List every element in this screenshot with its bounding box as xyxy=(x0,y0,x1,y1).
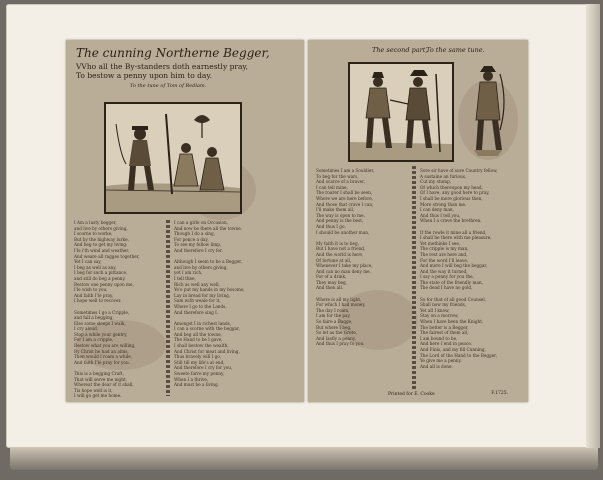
verse-line: Yet methinks I see, xyxy=(420,240,461,246)
verse-line: And thus I pray to you. xyxy=(316,341,365,347)
verse-line: Yet I can say, xyxy=(74,259,102,265)
verse-line: The Lord of the Hand to the Begger, xyxy=(420,352,498,358)
verse-line: For which I had money, xyxy=(316,302,366,308)
woodcut-archer xyxy=(468,62,508,158)
verse-line: Though I do a sing, xyxy=(174,231,215,237)
verse-line: Of which thereupon my head, xyxy=(420,184,483,190)
verse-line: I cry aloud, xyxy=(74,326,99,332)
verse-line: And then all. xyxy=(316,285,344,291)
verse-line: To see my fellow limp, xyxy=(174,242,222,248)
woodcut-soldiers-illustration xyxy=(350,64,452,160)
verse-line: And lastly a penny, xyxy=(316,335,356,341)
verse-line: I can tell mine, xyxy=(316,184,348,190)
verse-line: That will serve me night, xyxy=(74,376,127,382)
verse-line: I Am a lusty begger, xyxy=(74,220,117,225)
verse-line: Bestow one penny upon me, xyxy=(74,281,134,287)
verse-line: So faire a Bagge, xyxy=(316,319,353,325)
verse-line: Lay in bread for my living, xyxy=(174,292,231,298)
verse-line: I shall bestow the wealth, xyxy=(174,343,229,349)
verse-line: I beg as well as any, xyxy=(74,264,117,270)
verse-line: And can no man deny me, xyxy=(316,268,371,274)
verse-line: And faith I'le pray, xyxy=(74,292,114,298)
ornamental-border xyxy=(412,166,416,390)
printer-imprint: Printed for E. Cooke xyxy=(388,392,435,397)
verse-line: Rich as well any well, xyxy=(174,281,220,287)
verse-line: And scarce of a braver, xyxy=(316,179,366,185)
verse-line: I can deny man, xyxy=(420,207,454,213)
verse-line: Of I have, any good here to pray, xyxy=(420,190,490,196)
verse-line: and live by others giving, xyxy=(174,264,228,270)
verse-line: yet I am rich, xyxy=(174,270,203,276)
verse-line: I shall be there with me pleasure, xyxy=(420,235,492,241)
verse-line: And the way it turned, xyxy=(420,268,468,274)
verse-line: When I a thrive, xyxy=(174,376,209,382)
verse-line: I'le wish to you, xyxy=(74,287,108,293)
verse-line: But I have not a friend, xyxy=(316,246,366,252)
verse-line: Sweete farre my penny, xyxy=(174,371,225,377)
verse-line: And more I will beg the beggar, xyxy=(420,263,488,269)
verse-column-2 xyxy=(174,220,270,388)
tune-title: To the same tune. xyxy=(426,46,485,54)
verse-line: For I am a cripple, xyxy=(74,337,114,343)
verse-line: I scorne to worke, xyxy=(74,231,113,237)
verse-line: and fall a begging, xyxy=(74,315,114,321)
ballad-title: The cunning Northerne Begger, xyxy=(76,46,270,60)
verse-line: Shall now my friends, xyxy=(420,302,467,308)
verse-line: And thus I tell you, xyxy=(420,212,461,218)
verse-line: The fairest of them all, xyxy=(420,330,469,336)
subtitle-line: To bestow a penny upon him to day. xyxy=(76,71,213,80)
verse-line: I'le i'th wind and weather, xyxy=(74,247,130,253)
verse-line: Then would I roam a while, xyxy=(74,354,133,360)
verse-line: And Finis, and my fill Cunning, xyxy=(420,347,486,352)
verse-line: and still do beg a penny. xyxy=(74,275,126,281)
verse-line: and live by others giving, xyxy=(74,225,128,231)
verse-line: To beg for the wars, xyxy=(316,173,359,179)
woodcut-archer-illustration xyxy=(468,62,508,158)
verse-line: And must be a living. xyxy=(174,382,219,388)
verse-line: And therefore sing I. xyxy=(174,309,219,315)
verse-line: I hope well to recover. xyxy=(74,298,122,304)
ballad-subtitle xyxy=(76,62,276,80)
verse-line: Sore sir have of sure Cauntry fellow, xyxy=(420,168,498,173)
shelf-mark: F.1725. xyxy=(491,391,508,396)
verse-line: Of fortune at all, xyxy=(316,257,352,263)
verse-line: Whereat the dear of it shall, xyxy=(74,382,134,388)
verse-column-1 xyxy=(316,168,412,347)
verse-line: The better is a Begger, xyxy=(420,324,469,330)
verse-line: Where we are here before, xyxy=(316,195,374,201)
verse-line: Where is all my light, xyxy=(316,296,362,302)
verse-line: The roarer I shall be seen, xyxy=(316,190,373,196)
woodcut-soldiers xyxy=(348,62,454,162)
verse-line: For of a drink, xyxy=(316,274,347,280)
subtitle-line: VVho all the By-standers doth earnestly pray, xyxy=(76,62,249,71)
verse-line: Ye give me a penny. xyxy=(420,358,462,364)
verse-line: I am for the pay, xyxy=(316,313,351,319)
verse-line: This is a begging Craft, xyxy=(74,371,124,377)
verse-line: Sometimes I go a Cripple, xyxy=(74,309,130,315)
verse-column-2 xyxy=(420,168,516,369)
verse-line: The cripple is my man, xyxy=(420,246,469,252)
verse-line: Stop a while your gentry, xyxy=(74,331,128,337)
verse-line: When I have been the Knight, xyxy=(420,319,484,325)
verse-line: I shall be more glorious then, xyxy=(420,195,483,201)
verse-line: Still till my life's at end, xyxy=(174,359,225,365)
verse-line: Amongst I in richest lands, xyxy=(174,320,232,326)
verse-line: And thus I go, xyxy=(316,223,346,229)
woodcut-beggar-illustration xyxy=(106,104,240,212)
verse-line: Although I seem to be a Begger, xyxy=(174,259,243,265)
verse-line: I beg for such a pittance, xyxy=(74,270,128,276)
verse-line: Where I go to the Lands, xyxy=(174,303,227,309)
verse-line: By Christ he had an alms, xyxy=(74,348,129,354)
verse-line: Stay on a morrow, xyxy=(420,313,459,319)
verse-line: I can a girle on Occasion, xyxy=(174,220,229,225)
verse-line: For the word I'll leave, xyxy=(420,257,469,263)
verse-line: Cut my stump, xyxy=(420,179,452,185)
second-part-title: The second part, xyxy=(372,46,428,54)
verse-line: I tell thee, xyxy=(174,275,196,281)
book-spine xyxy=(586,4,600,448)
verse-line: And therefore I cry for. xyxy=(174,247,223,253)
ballad-sheet-left xyxy=(66,40,304,402)
verse-line: I'll make them all, xyxy=(316,207,355,213)
verse-line: The day I roam, xyxy=(316,307,350,313)
verse-line: And Christ for meat and living, xyxy=(174,348,240,354)
verse-line: Yet all I know, xyxy=(420,307,450,313)
verse-line: But by the highway lurke, xyxy=(74,236,129,242)
verse-line: I can a scorne with the beggar, xyxy=(174,326,240,332)
verse-line: Sam with weale for it, xyxy=(174,298,221,304)
verse-line: A sustaine an furious, xyxy=(420,173,467,179)
verse-line: So for that of all good Counsel, xyxy=(420,296,487,302)
tune-note: To the tune of Tom of Bedlam. xyxy=(130,83,207,89)
woodcut-beggar xyxy=(104,102,242,214)
ballad-sheet-right xyxy=(308,40,528,402)
verse-line: So let as the Grete, xyxy=(316,330,358,336)
verse-line: And beg to get my living: xyxy=(74,242,128,248)
verse-line: I say a penny for you the, xyxy=(420,274,474,280)
verse-line: I will go get me home. xyxy=(74,393,122,399)
verse-line: Tis hope well is it, xyxy=(74,387,113,393)
verse-line: Ye'e put my hands in my bosome, xyxy=(174,287,245,293)
verse-line: And here I end in peace. xyxy=(420,341,473,347)
verse-line: And now be there all the towne, xyxy=(174,225,243,231)
verse-line: And beg all the towne, xyxy=(174,331,222,337)
verse-line: Whenever I take my place, xyxy=(316,263,373,269)
book-edge xyxy=(10,448,598,470)
verse-line: When I a crave the brethren. xyxy=(420,218,482,224)
verse-line: And penny is the best, xyxy=(316,218,364,224)
verse-line: Else some sleeps I walk, xyxy=(74,320,126,326)
verse-line: The Hand to be I gave, xyxy=(174,337,223,343)
verse-line: For pence a day, xyxy=(174,236,209,242)
verse-line: If the rowle it mine all a friend, xyxy=(420,229,487,235)
verse-line: And the world is here, xyxy=(316,251,364,257)
verse-line: More strong than me, xyxy=(420,201,467,207)
verse-line: And weare all ragges together, xyxy=(74,253,140,259)
verse-line: The rest are here and, xyxy=(420,251,468,257)
verse-line: Bestow what you are willing, xyxy=(74,343,136,349)
verse-line: And all is done. xyxy=(420,363,453,369)
verse-line: My faith it is to beg, xyxy=(316,240,359,246)
verse-line: The state of the friendly man, xyxy=(420,279,483,285)
verse-line: Thus bravely will I go, xyxy=(174,354,222,360)
verse-line: The dead I have no gold, xyxy=(420,285,473,291)
verse-line: They may beg, xyxy=(316,279,347,285)
verse-line: And therefore I cry for you, xyxy=(174,365,233,371)
verse-line: Sometimes I am a Souldier, xyxy=(316,168,375,173)
verse-line: But where I beg, xyxy=(316,324,352,330)
verse-line: I should be another man, xyxy=(316,229,370,235)
verse-line: And those that crave I can, xyxy=(316,201,374,207)
verse-line: And faith I'le pray for you. xyxy=(74,359,130,365)
verse-line: I am bound to be, xyxy=(420,335,458,341)
verse-column-1 xyxy=(74,220,170,399)
verse-line: The way is open to me, xyxy=(316,212,365,218)
